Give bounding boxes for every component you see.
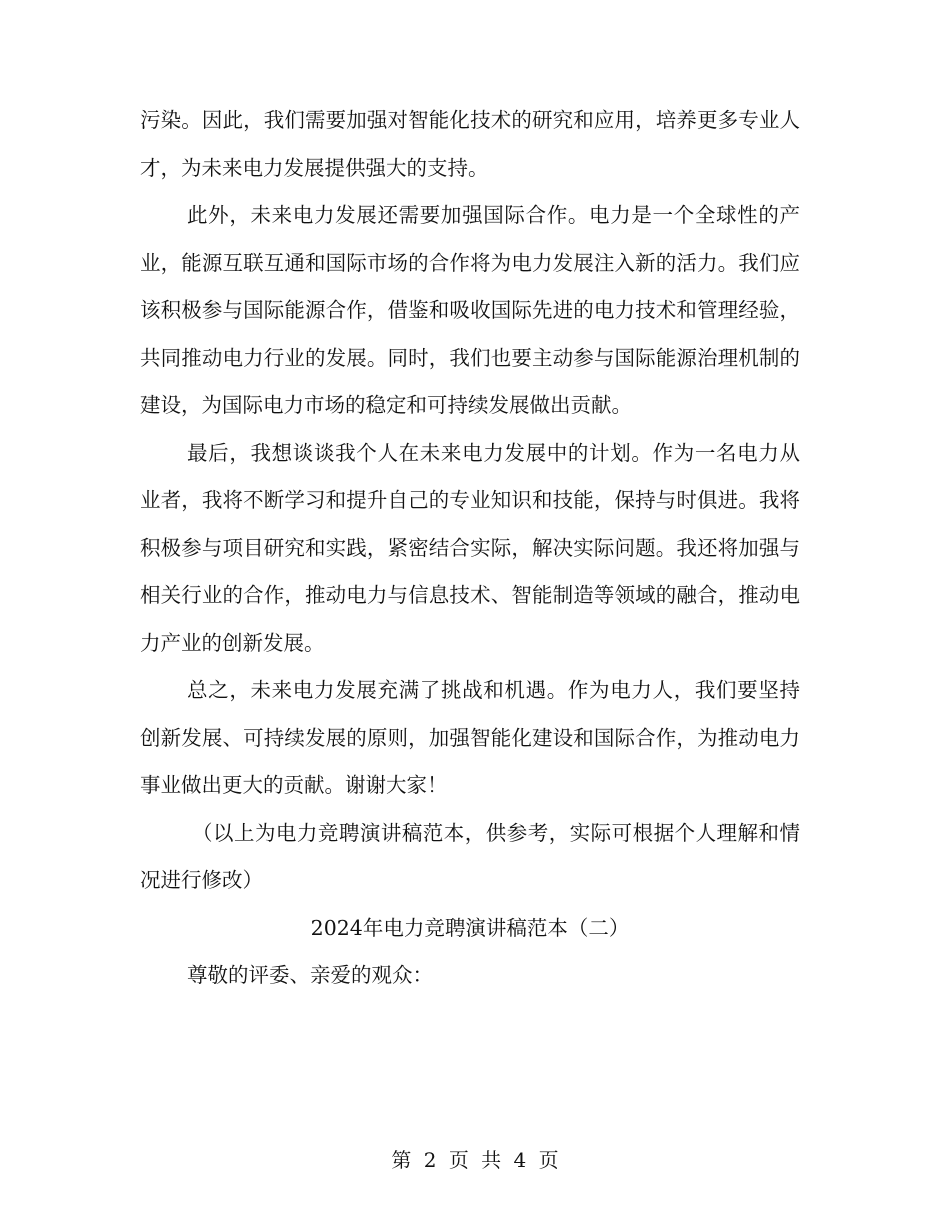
paragraph-continuation: 污染。因此，我们需要加强对智能化技术的研究和应用，培养更多专业人才，为未来电力发展提供强大的支持。 [140,108,800,180]
section-title: 2024年电力竞聘演讲稿范本（二） [310,915,630,940]
document-body [140,97,800,1000]
paragraph-note: （以上为电力竞聘演讲稿范本，供参考，实际可根据个人理解和情况进行修改） [140,820,800,892]
paragraph-conclusion: 总之，未来电力发展充满了挑战和机遇。作为电力人，我们要坚持创新发展、可持续发展的原则，加强智能化建设和国际合作，为推动电力事业做出更大的贡献。谢谢大家！ [140,678,800,797]
page-footer: 第 2 页 共 4 页 [391,1148,559,1172]
paragraph-international-cooperation: 此外，未来电力发展还需要加强国际合作。电力是一个全球性的产业，能源互联互通和国际市场的合作将为电力发展注入新的活力。我们应该积极参与国际能源合作，借鉴和吸收国际先进的电力技术和管理经验，共同推动电力行业的发展。同时，我们也要主动参与国际能源治理机制的建设，为国际电力市场的稳定和可持续发展做出贡献。 [140,203,800,417]
greeting: 尊敬的评委、亲爱的观众： [187,963,433,987]
paragraph-personal-plan: 最后，我想谈谈我个人在未来电力发展中的计划。作为一名电力从业者，我将不断学习和提升自己的专业知识和技能，保持与时俱进。我将积极参与项目研究和实践，紧密结合实际，解决实际问题。我还将加强与相关行业的合作，推动电力与信息技术、智能制造等领域的融合，推动电力产业的创新发展。 [140,440,800,655]
